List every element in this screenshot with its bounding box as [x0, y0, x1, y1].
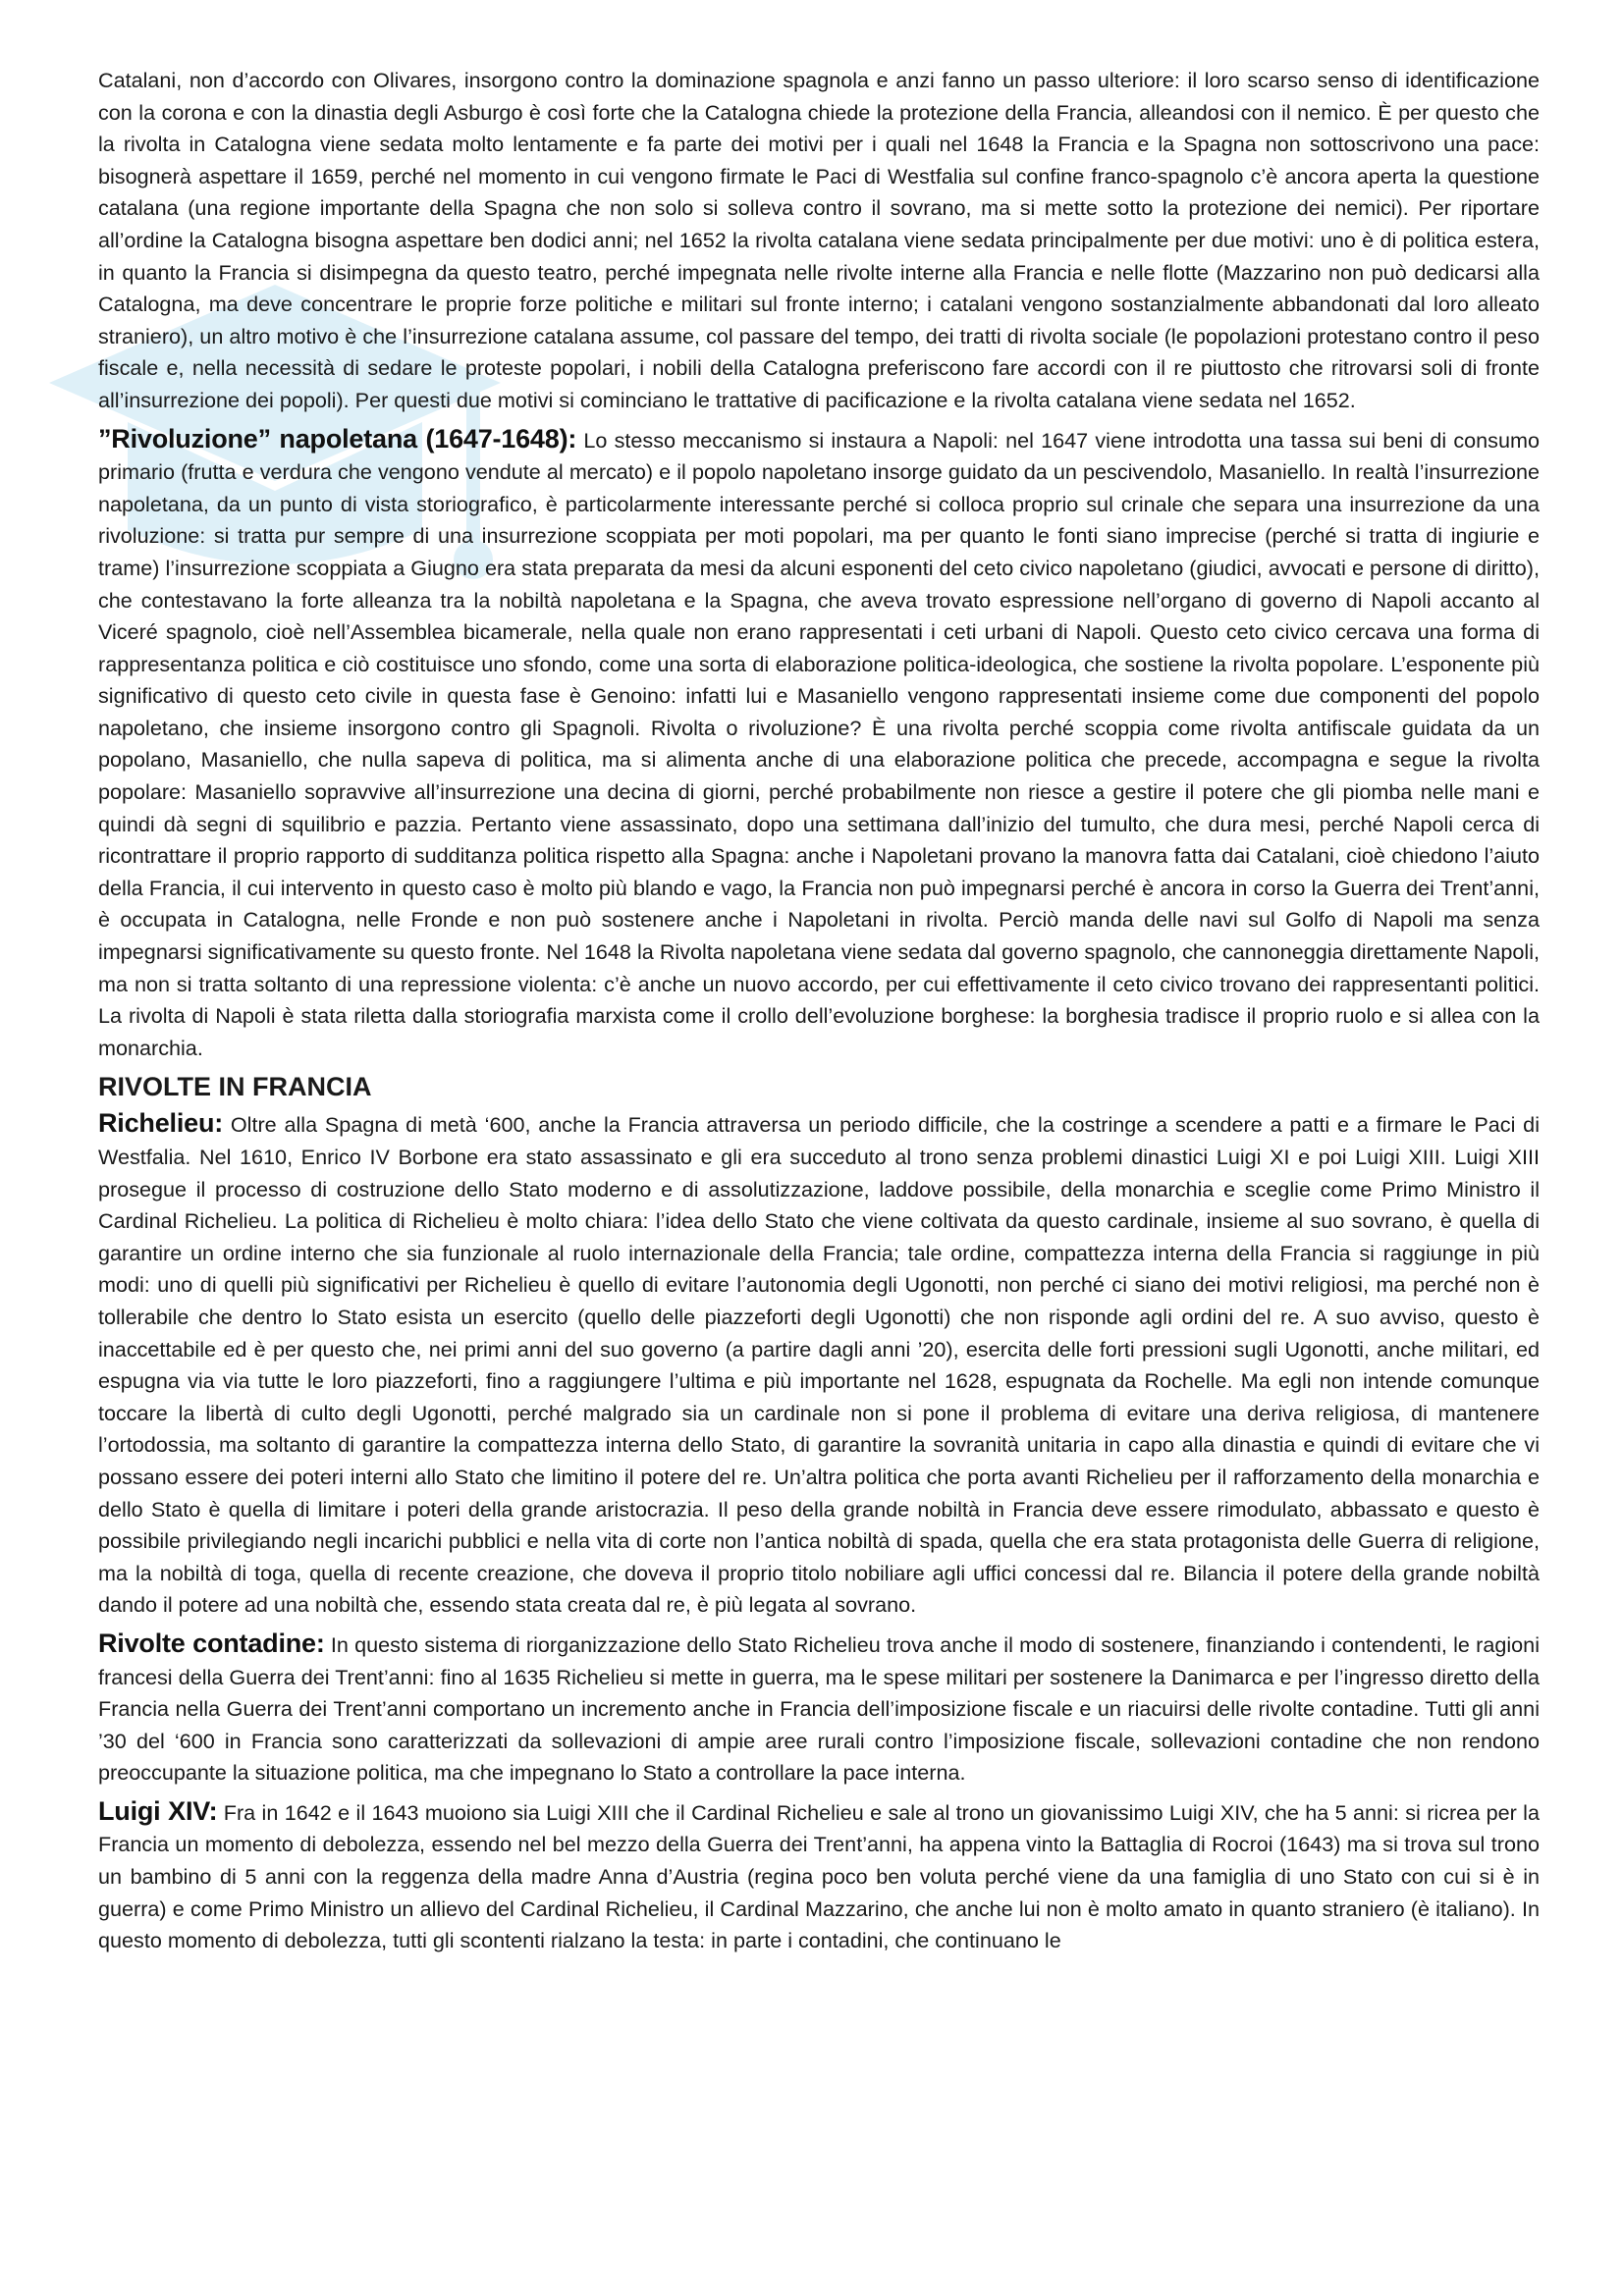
- napoli-lead: ”Rivoluzione” napoletana (1647-1648):: [98, 423, 577, 454]
- section-heading: RIVOLTE IN FRANCIA: [98, 1072, 372, 1102]
- luigi-text: Fra in 1642 e il 1643 muoiono sia Luigi XIII che il Cardinal Richelieu e sale al trono un giovanissimo Luigi XIV, che ha 5 anni: si ricrea per la Francia un momento di debolezza, essendo nel bel mezzo della Guerra dei Trent’anni, ha appena vinto la Battaglia di Rocroi (1643) ma si trova sul trono un bambino di 5 anni con la reggenza della madre Anna d’Austria (regina poco ben voluta perché viene da una famiglia di uno Stato con cui si è in guerra) e come Primo Ministro un allievo del Cardinal Richelieu, il Cardinal Mazzarino, che anche lui non è molto amato in quanto straniero (è italiano). In questo momento di debolezza, tutti gli scontenti rialzano la testa: in parte i contadini, che continuano le: [98, 1799, 1540, 1953]
- paragraph-napoli: [98, 423, 1540, 1065]
- paragraph-richelieu: [98, 1107, 1540, 1622]
- paragraph-catalogna: [98, 65, 1540, 417]
- paragraph-luigi-xiv: [98, 1795, 1540, 1957]
- napoli-text: Lo stesso meccanismo si instaura a Napoli: nel 1647 viene introdotta una tassa sui beni di consumo primario (frutta e verdura che vengono vendute al mercato) e il popolo napoletano insorge guidato da un pescivendolo, Masaniello. In realtà l’insurrezione napoletana, da un punto di vista storiografico, è particolarmente interessante perché si colloca proprio sul crinale che separa una insurrezione da una rivoluzione: si tratta pur sempre di una insurrezione scoppiata per moti popolari, ma per quanto le fonti siano imprecise (perché si tratta di ingiurie e trame) l’insurrezione scoppiata a Giugno era stata preparata da mesi da alcuni esponenti del ceto civico napoletano (giudici, avvocati e persone di diritto), che contestavano la forte alleanza tra la nobiltà napoletana e la Spagna, che aveva trovato espressione nell’organo di governo di Napoli accanto al Viceré spagnolo, cioè nell’Assemblea bicamerale, nella quale non erano rappresentati i ceti urbani di Napoli. Questo ceto civico cercava una forma di rappresentanza politica e ciò costituisce uno sfondo, come una sorta di elaborazione politica-ideologica, che sostiene la rivolta popolare. L’esponente più significativo di questo ceto civile in questa fase è Genoino: infatti lui e Masaniello vengono rappresentati insieme come due componenti del popolo napoletano, che insieme insorgono contro gli Spagnoli. Rivolta o rivoluzione? È una rivolta perché scoppia come rivolta antifiscale guidata da un popolano, Masaniello, che nulla sapeva di politica, ma si alimenta anche di una elaborazione politica che precede, accompagna e segue la rivolta popolare: Masaniello sopravvive all’insurrezione una decina di giorni, perché probabilmente non riesce a gestire il potere che gli piomba nelle mani e quindi dà segni di squilibrio e pazzia. Pertanto viene assassinato, dopo una settimana dall’inizio del tumulto, che dura mesi, perché Napoli cerca di ricontrattare il proprio rapporto di sudditanza politica rispetto alla Spagna: anche i Napoletani provano la manovra fatta dai Catalani, cioè chiedono l’aiuto della Francia, il cui intervento in questo caso è molto più blando e vago, la Francia non può impegnarsi perché è ancora in corso la Guerra dei Trent’anni, è occupata in Catalogna, nelle Fronde e non può sostenere anche i Napoletani in rivolta. Perciò manda delle navi sul Golfo di Napoli ma senza impegnarsi significativamente su questo fronte. Nel 1648 la Rivolta napoletana viene sedata dal governo spagnolo, che cannoneggia direttamente Napoli, ma non si tratta soltanto di una repressione violenta: c’è anche un nuovo accordo, per cui effettivamente il ceto civico trovano dei rappresentanti politici. La rivolta di Napoli è stata riletta dalla storiografia marxista come il crollo dell’evoluzione borghese: la borghesia tradisce il proprio ruolo e si allea con la monarchia.: [98, 427, 1540, 1060]
- document-page: [98, 65, 1540, 1957]
- luigi-lead: Luigi XIV:: [98, 1795, 218, 1826]
- contadine-lead: Rivolte contadine:: [98, 1628, 325, 1658]
- catalogna-text: Catalani, non d’accordo con Olivares, insorgono contro la dominazione spagnola e anzi fanno un passo ulteriore: il loro scarso senso di identificazione con la corona e con la dinastia degli Asburgo è così forte che la Catalogna chiede la protezione della Francia, alleandosi con il nemico. È per questo che la rivolta in Catalogna viene sedata molto lentamente e fa parte dei motivi per i quali nel 1648 la Francia e la Spagna non sottoscrivono una pace: bisognerà aspettare il 1659, perché nel momento in cui vengono firmate le Paci di Westfalia sul confine franco-spagnolo c’è ancora aperta la questione catalana (una regione importante della Spagna che non solo si solleva contro il sovrano, ma si mette sotto la protezione dei nemici). Per riportare all’ordine la Catalogna bisogna aspettare ben dodici anni; nel 1652 la rivolta catalana viene sedata principalmente per due motivi: uno è di politica estera, in quanto la Francia si disimpegna da questo teatro, perché impegnata nelle rivolte interne alla Francia e nelle flotte (Mazzarino non può dedicarsi alla Catalogna, ma deve concentrare le proprie forze politiche e militari sul fronte interno; i catalani vengono sostanzialmente abbandonati dal loro alleato straniero), un altro motivo è che l’insurrezione catalana assume, col passare del tempo, dei tratti di rivolta sociale (le popolazioni protestano contro il peso fiscale e, nella necessità di sedare le proteste popolari, i nobili della Catalogna preferiscono fare accordi con il re piuttosto che ritrovarsi soli di fronte all’insurrezione dei popoli). Per questi due motivi si cominciano le trattative di pacificazione e la rivolta catalana viene sedata nel 1652.: [98, 68, 1540, 412]
- richelieu-text: Oltre alla Spagna di metà ‘600, anche la Francia attraversa un periodo difficile, che la costringe a scendere a patti e a firmare le Paci di Westfalia. Nel 1610, Enrico IV Borbone era stato assassinato e gli era succeduto al trono senza problemi dinastici Luigi XI e poi Luigi XIII. Luigi XIII prosegue il processo di costruzione dello Stato moderno e di assolutizzazione, laddove possibile, della monarchia e sceglie come Primo Ministro il Cardinal Richelieu. La politica di Richelieu è molto chiara: l’idea dello Stato che viene coltivata da questo cardinale, insieme al suo sovrano, è quella di garantire un ordine interno che sia funzionale al ruolo internazionale della Francia; tale ordine, compattezza interna della Francia si raggiunge in più modi: uno di quelli più significativi per Richelieu è quello di evitare l’autonomia degli Ugonotti, non perché ci siano dei motivi religiosi, ma perché non è tollerabile che dentro lo Stato esista un esercito (quello delle piazzeforti degli Ugonotti) che non risponde agli ordini del re. A suo avviso, questo è inaccettabile ed è per questo che, nei primi anni del suo governo (a partire dagli anni ’20), esercita delle forti pressioni sugli Ugonotti, anche militari, ed espugna via via tutte le loro piazzeforti, fino a raggiungere l’ultima e più importante nel 1628, espugnata da Rochelle. Ma egli non intende comunque toccare la libertà di culto degli Ugonotti, perché malgrado sia un cardinale non si pone il problema di evitare una deriva religiosa, di mantenere l’ortodossia, ma soltanto di garantire la compattezza interna dello Stato, di garantire la sovranità unitaria in capo alla dinastia e quindi di evitare che vi possano essere dei poteri interni allo Stato che limitino il potere del re. Un’altra politica che porta avanti Richelieu per il rafforzamento della monarchia e dello Stato è quella di limitare i poteri della grande aristocrazia. Il peso della grande nobiltà in Francia deve essere rimodulato, abbassato e questo è possibile privilegiando negli incarichi pubblici e nella vita di corte non l’antica nobiltà di spada, quella che era stata protagonista delle Guerra di religione, ma la nobiltà di toga, quella di recente creazione, che doveva il proprio titolo nobiliare agli uffici concessi dal re. Bilancia il potere della grande nobiltà dando il potere ad una nobiltà che, essendo stata creata dal re, è più legata al sovrano.: [98, 1112, 1540, 1618]
- contadine-text: In questo sistema di riorganizzazione dello Stato Richelieu trova anche il modo di sostenere, finanziando i contendenti, le ragioni francesi della Guerra dei Trent’anni: fino al 1635 Richelieu si mette in guerra, ma le spese militari per sostenere la Danimarca e per l’ingresso diretto della Francia nella Guerra dei Trent’anni comportano un incremento anche in Francia dell’imposizione fiscale e un riacuirsi delle rivolte contadine. Tutti gli anni ’30 del ‘600 in Francia sono caratterizzati da sollevazioni di ampie aree rurali contro l’imposizione fiscale, sollevazioni contadine che non rendono preoccupante la situazione politica, ma che impegnano lo Stato a controllare la pace interna.: [98, 1631, 1540, 1786]
- paragraph-rivolte-contadine: [98, 1628, 1540, 1789]
- richelieu-lead: Richelieu:: [98, 1108, 224, 1139]
